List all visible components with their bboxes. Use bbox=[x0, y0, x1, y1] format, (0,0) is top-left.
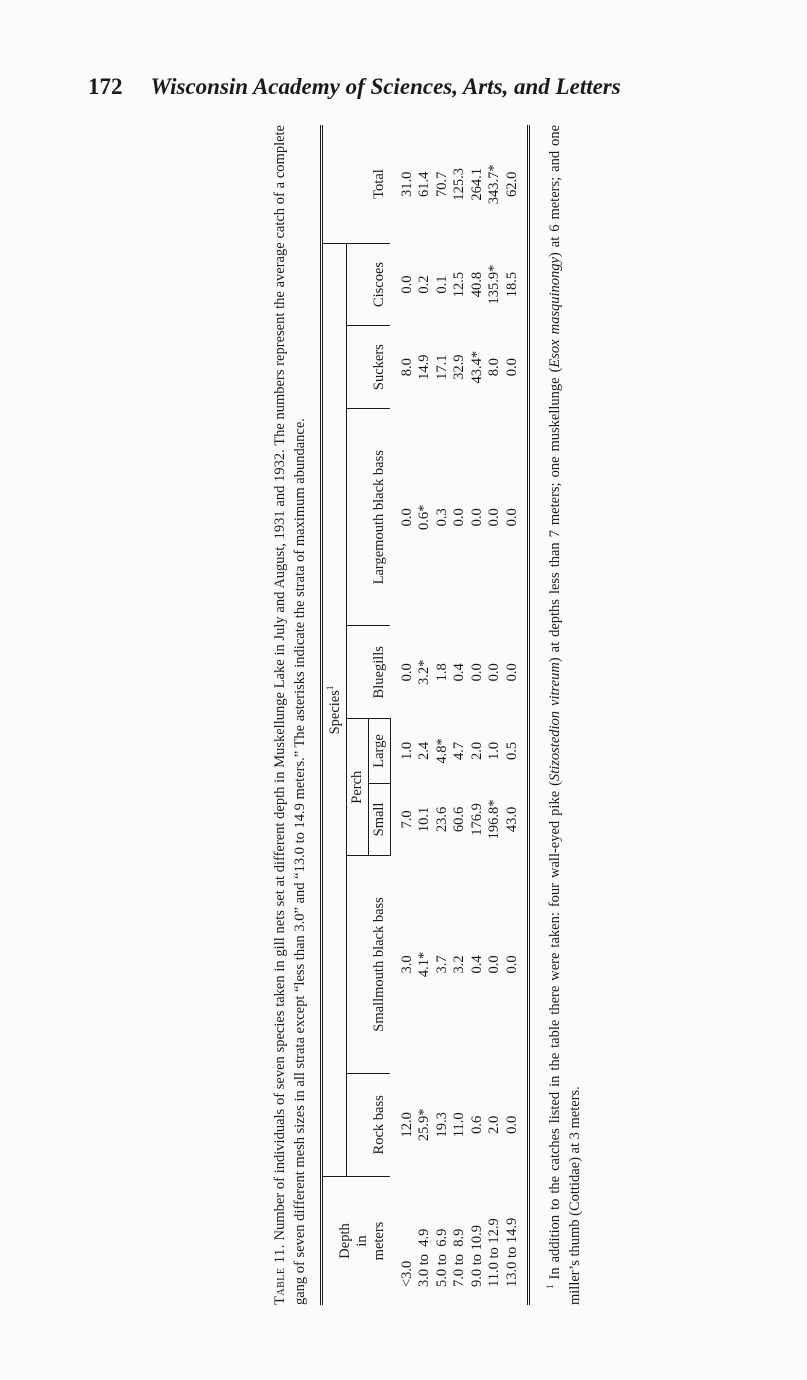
page-number: 172 bbox=[88, 74, 123, 99]
total-header: Total bbox=[322, 125, 391, 244]
table-cell: 0.0 bbox=[398, 508, 415, 527]
col-perch-large: Large bbox=[368, 719, 390, 783]
table-cell: 11.0 to 12.9 bbox=[486, 1218, 503, 1287]
table-cell: 11.0 bbox=[451, 1112, 468, 1138]
table-cell: 196.8* bbox=[486, 799, 503, 840]
table-cell: 43.4* bbox=[468, 350, 485, 384]
col-ciscoes: Ciscoes bbox=[346, 244, 390, 326]
table-row bbox=[451, 125, 469, 1305]
table-cell: 3.7 bbox=[433, 955, 450, 974]
table-cell: 1.0 bbox=[486, 741, 503, 761]
table-cell: 3.2 bbox=[451, 955, 468, 974]
table-cell: 9.0 to 10.9 bbox=[468, 1224, 485, 1287]
table-cell: 31.0 bbox=[398, 171, 415, 197]
table-title: Number of individuals of seven species taken in gill nets set at different depth in Muskellunge Lake in July and August, 1931 and 1932. The numbers represent the average catch of a complete gang of seven different mesh sizes in all strata except “less than 3.0” and “13.0 to 14.9 meters.” The asterisks indicate the strata of maximum abundance. bbox=[272, 125, 308, 1305]
depth-header: Depth in meters bbox=[337, 1221, 388, 1261]
table-cell: 0.0 bbox=[451, 508, 468, 527]
table-row bbox=[504, 125, 529, 1305]
table-cell: 3.0 bbox=[398, 955, 415, 974]
table-cell: 2.0 bbox=[486, 1115, 503, 1134]
table-cell: 0.2 bbox=[416, 275, 433, 294]
col-largemouth: Largemouth black bass bbox=[346, 409, 390, 626]
table-cell: 4.7 bbox=[451, 741, 468, 761]
col-smallmouth: Smallmouth black bass bbox=[346, 856, 390, 1073]
journal-title: Wisconsin Academy of Sciences, Arts, and Letters bbox=[150, 74, 621, 99]
table-row bbox=[434, 125, 452, 1305]
table-cell: 12.0 bbox=[398, 1112, 415, 1138]
table-cell: 14.9 bbox=[416, 354, 433, 380]
table-cell: 1.8 bbox=[433, 663, 450, 682]
table-cell: 0.0 bbox=[503, 663, 520, 682]
table-cell: 0.0 bbox=[398, 275, 415, 294]
table-cell: 61.4 bbox=[416, 171, 433, 197]
table-cell: 0.6* bbox=[416, 504, 433, 530]
perch-header: Perch bbox=[346, 719, 368, 856]
table-cell: 40.8 bbox=[468, 271, 485, 298]
table-cell: 10.1 bbox=[416, 806, 433, 833]
table-row bbox=[390, 125, 416, 1305]
table-cell: 8.0 bbox=[398, 358, 415, 377]
table-cell: 5.0 to 6.9 bbox=[433, 1228, 450, 1287]
table-cell: 0.4 bbox=[468, 955, 485, 974]
species-header: Species$^1$ bbox=[322, 244, 347, 1177]
table-cell: 23.6 bbox=[433, 806, 450, 833]
table-cell: 4.8* bbox=[433, 738, 450, 764]
table-cell: 0.0 bbox=[398, 663, 415, 682]
table-cell: 0.1 bbox=[433, 275, 450, 294]
table-cell: 7.0 to 8.9 bbox=[451, 1228, 468, 1287]
table-cell: 60.6 bbox=[451, 806, 468, 833]
table-cell: 0.6 bbox=[468, 1115, 485, 1134]
table-cell: 0.0 bbox=[486, 663, 503, 682]
col-suckers: Suckers bbox=[346, 326, 390, 409]
table-cell: 32.9 bbox=[451, 354, 468, 380]
table-cell: 25.9* bbox=[416, 1108, 433, 1142]
data-table bbox=[320, 125, 530, 1305]
col-rock-bass: Rock bass bbox=[346, 1073, 390, 1176]
table-label: Table 11. bbox=[272, 1244, 288, 1305]
table-row bbox=[469, 125, 487, 1305]
rotated-table-block bbox=[270, 125, 620, 1305]
table-cell: 135.9* bbox=[486, 264, 503, 305]
table-cell: 2.0 bbox=[468, 741, 485, 761]
table-cell: 0.0 bbox=[503, 508, 520, 527]
table-footnote: $^1$ In addition to the catches listed in the table there were taken: four wall-eyed pike (Stizostedion vitreum) at depths less than 7 meters; one muskellunge (Esox masquinongy) at 6 meters; and one miller’s thumb (Cottidae) at 3 meters. bbox=[545, 124, 584, 1305]
table-cell: 0.0 bbox=[503, 358, 520, 377]
table-cell: 18.5 bbox=[503, 271, 520, 298]
table-cell: 125.3 bbox=[451, 167, 468, 201]
table-cell: 17.1 bbox=[433, 354, 450, 380]
table-cell: 1.0 bbox=[398, 741, 415, 761]
table-cell: <3.0 bbox=[398, 1260, 415, 1287]
table-cell: 3.2* bbox=[416, 659, 433, 685]
table-cell: 0.0 bbox=[468, 508, 485, 527]
table-cell: 176.9 bbox=[468, 803, 485, 836]
table-row bbox=[486, 125, 504, 1305]
col-perch-small: Small bbox=[368, 783, 390, 856]
table-cell: 0.0 bbox=[486, 955, 503, 974]
table-caption bbox=[270, 125, 310, 1305]
table-cell: 62.0 bbox=[503, 171, 520, 197]
table-cell: 0.0 bbox=[468, 663, 485, 682]
table-cell: 19.3 bbox=[433, 1112, 450, 1138]
table-cell: 43.0 bbox=[503, 806, 520, 833]
table-cell: 4.1* bbox=[416, 951, 433, 978]
table-row bbox=[416, 125, 434, 1305]
table-cell: 8.0 bbox=[486, 358, 503, 377]
table-cell: 0.0 bbox=[486, 508, 503, 527]
table-cell: 7.0 bbox=[398, 810, 415, 829]
table-cell: 13.0 to 14.9 bbox=[503, 1217, 520, 1287]
table-cell: 264.1 bbox=[468, 167, 485, 201]
table-cell: 0.5 bbox=[503, 741, 520, 761]
col-bluegills: Bluegills bbox=[346, 626, 390, 719]
table-cell: 0.4 bbox=[451, 663, 468, 682]
table-cell: 0.0 bbox=[503, 955, 520, 974]
table-cell: 70.7 bbox=[433, 171, 450, 197]
table-cell: 343.7* bbox=[486, 164, 503, 205]
table-cell: 3.0 to 4.9 bbox=[416, 1228, 433, 1287]
table-cell: 12.5 bbox=[451, 271, 468, 298]
table-cell: 2.4 bbox=[416, 741, 433, 761]
page-header bbox=[88, 74, 720, 106]
table-cell: 0.0 bbox=[503, 1115, 520, 1134]
table-cell: 0.3 bbox=[433, 508, 450, 527]
